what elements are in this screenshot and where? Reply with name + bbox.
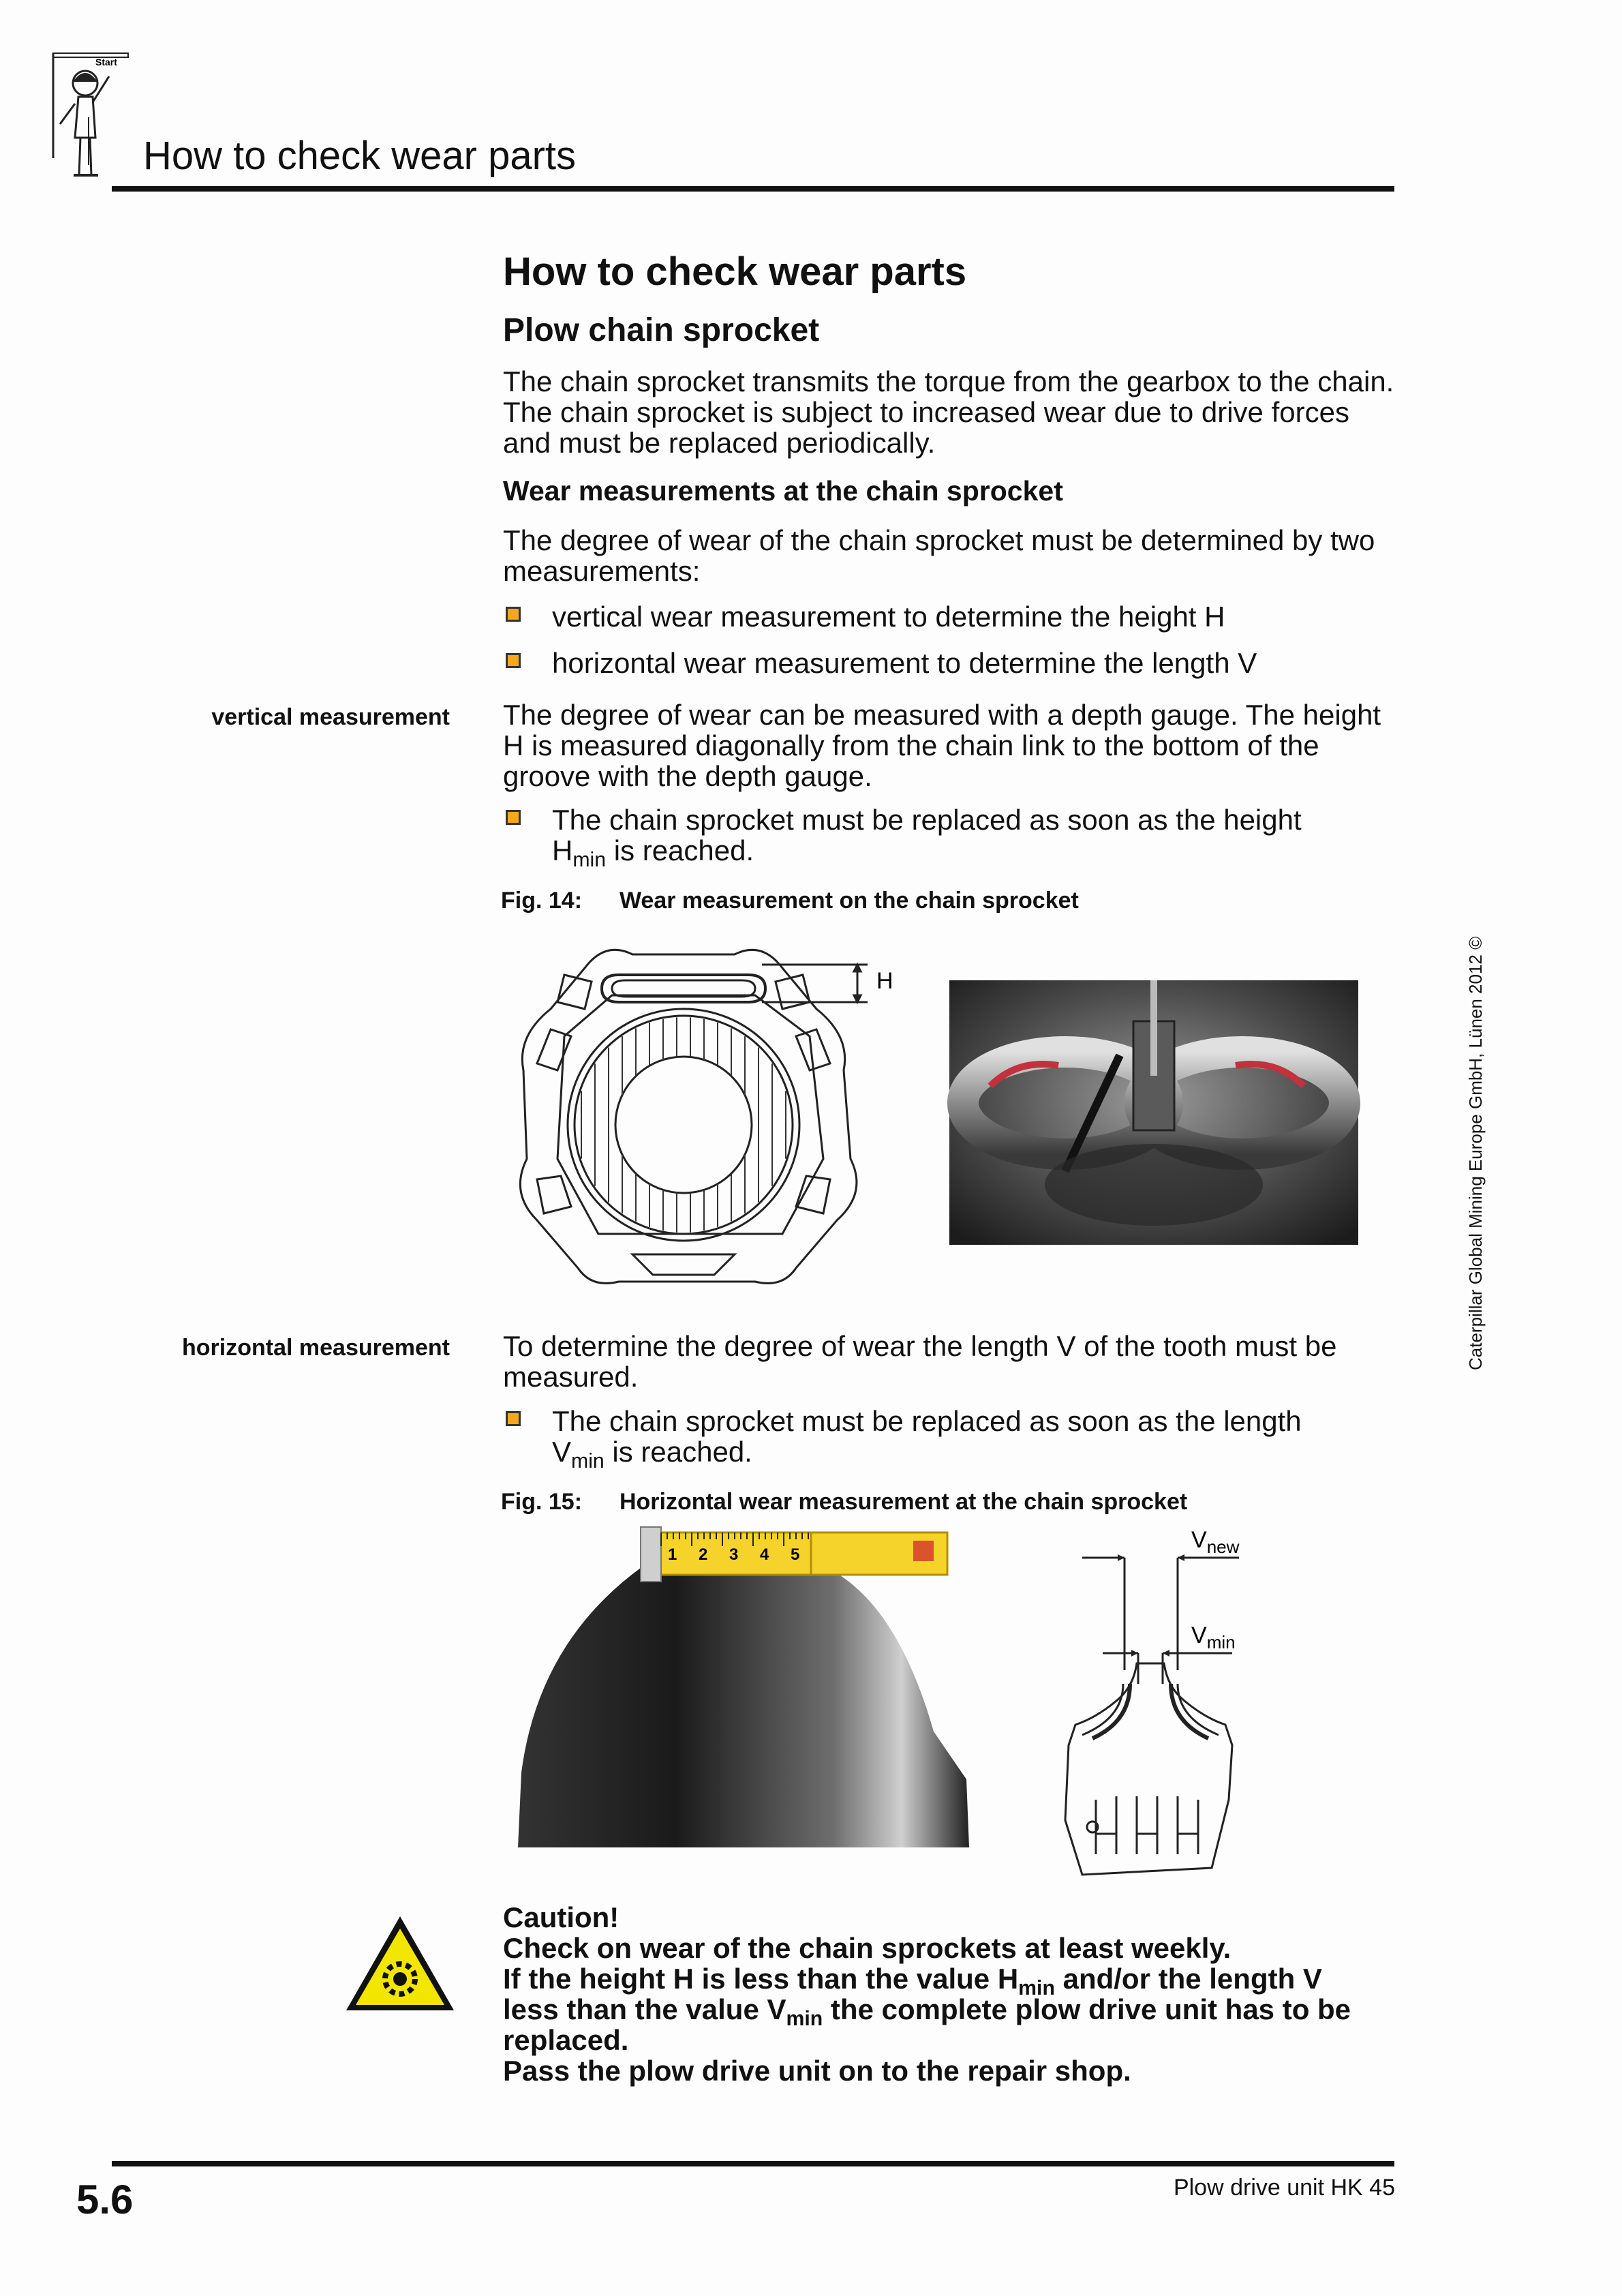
ruler-digit: 4 <box>760 1545 769 1564</box>
wear-intro: The degree of wear of the chain sprocket must be determined by two measurements: <box>503 524 1375 587</box>
side-label-vertical: vertical measurement <box>211 704 450 730</box>
caution-title: Caution! <box>503 1901 619 1933</box>
footer-rule <box>112 2161 1394 2166</box>
label-vnew: $V_{new}$ <box>1191 1527 1240 1557</box>
caution-line: Check on wear of the chain sprockets at least weekly. <box>503 1932 1231 1964</box>
sprocket-drawing <box>496 934 893 1295</box>
copyright-notice: Caterpillar Global Mining Europe GmbH, Lünen 2012 © <box>1465 936 1486 1370</box>
sprocket-photo <box>949 980 1358 1245</box>
list-item: The chain sprocket must be replaced as soon as the length $V_{min}$ is reached. <box>503 1406 1445 1467</box>
bullet-square-icon <box>506 1411 521 1426</box>
label-vmin: $V_{min}$ <box>1191 1622 1236 1652</box>
running-header: How to check wear parts <box>143 134 577 178</box>
document-name: Plow drive unit HK 45 <box>1173 2175 1395 2201</box>
figure-caption <box>501 888 1079 914</box>
label-h: H <box>876 968 893 994</box>
list-item <box>503 601 1445 632</box>
figure-number: Fig. 15: <box>501 1489 583 1515</box>
warning-gear-icon <box>342 1912 458 2014</box>
tooth-photo <box>511 1527 988 1854</box>
ruler-digit: 3 <box>729 1545 739 1564</box>
section-title: Plow chain sprocket <box>503 312 820 348</box>
caution-line: replaced. <box>503 2024 629 2056</box>
wear-heading: Wear measurements at the chain sprocket <box>503 475 1063 507</box>
list-item <box>503 648 1445 678</box>
ruler-digit: 1 <box>668 1545 677 1564</box>
list-item-text: horizontal wear measurement to determine the length V <box>552 647 1257 679</box>
figure-caption <box>501 1489 1187 1515</box>
header-rule <box>112 186 1394 192</box>
ruler-digit: 2 <box>699 1545 708 1564</box>
page-number: 5.6 <box>76 2177 134 2222</box>
tooth-drawing <box>1055 1527 1259 1882</box>
list-item-text: The chain sprocket must be replaced as soon as the length <box>552 1405 1302 1437</box>
page-title: How to check wear parts <box>503 250 967 294</box>
caution-block <box>503 1902 1396 2086</box>
figure-caption-text: Wear measurement on the chain sprocket <box>619 888 1079 913</box>
caution-line: If the height H is less than the value $H_{min}$ and/or the length V <box>503 1963 1322 2000</box>
intro-paragraph: The chain sprocket transmits the torque from the gearbox to the chain. The chain sprocket is subject to increased wear due to drive forces and must be replaced periodically. <box>503 365 1394 459</box>
horizontal-paragraph: To determine the degree of wear the length V of the tooth must be measured. <box>503 1330 1337 1393</box>
list-item-text: The chain sprocket must be replaced as soon as the height <box>552 804 1302 836</box>
list-item-text: vertical wear measurement to determine the height H <box>552 601 1225 633</box>
side-label-horizontal: horizontal measurement <box>182 1335 450 1361</box>
list-item: The chain sprocket must be replaced as soon as the height $H_{min}$ is reached. <box>503 804 1445 866</box>
bullet-square-icon <box>506 607 521 622</box>
bullet-square-icon <box>506 810 521 825</box>
start-label: Start <box>95 57 117 67</box>
vertical-paragraph: The degree of wear can be measured with a depth gauge. The height H is measured diagonally from the chain link to the bottom of the groove with the depth gauge. <box>503 699 1381 792</box>
caution-line: Pass the plow drive unit on to the repair shop. <box>503 2055 1131 2087</box>
caution-line: less than the value $V_{min}$ the complete plow drive unit has to be <box>503 1993 1351 2031</box>
start-person-icon <box>48 49 136 182</box>
figure-caption-text: Horizontal wear measurement at the chain sprocket <box>619 1489 1188 1515</box>
figure-number: Fig. 14: <box>501 888 583 913</box>
ruler-digit: 5 <box>791 1545 800 1564</box>
bullet-square-icon <box>506 653 521 668</box>
